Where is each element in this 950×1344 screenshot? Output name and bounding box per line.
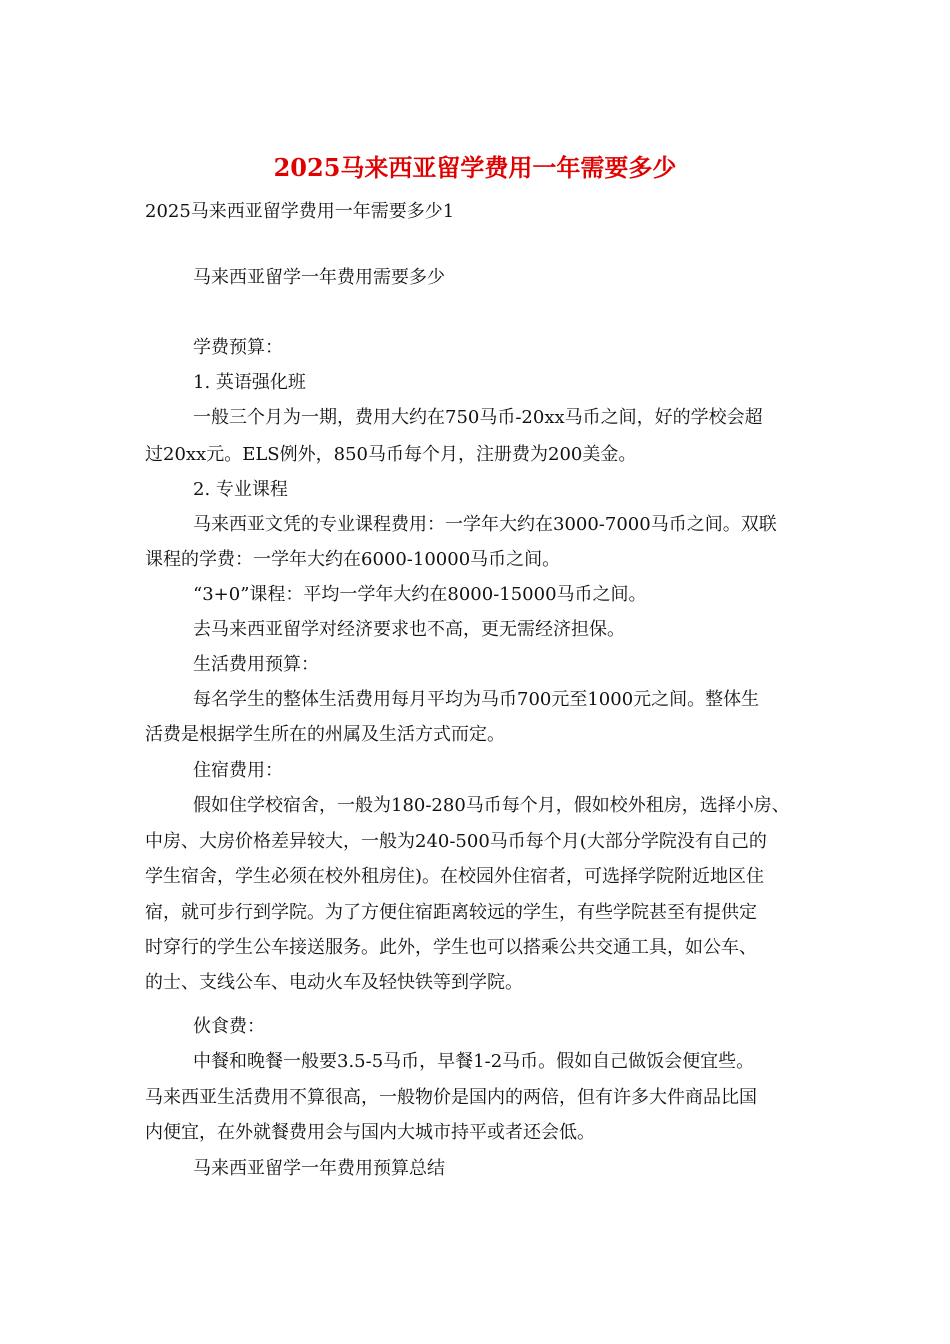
- summary-heading: 马来西亚留学一年费用预算总结: [193, 1158, 445, 1179]
- paragraph-line: 过20xx元。ELS例外，850马币每个月，注册费为200美金。: [145, 444, 637, 465]
- paragraph-line: 马来西亚生活费用不算很高，一般物价是国内的两倍，但有许多大件商品比国: [145, 1087, 757, 1108]
- paragraph-line: 时穿行的学生公车接送服务。此外，学生也可以搭乘公共交通工具，如公车、: [145, 937, 757, 958]
- paragraph-line: 内便宜，在外就餐费用会与国内大城市持平或者还会低。: [145, 1122, 595, 1143]
- paragraph-line: 一般三个月为一期，费用大约在750马币-20xx马币之间，好的学校会超: [193, 407, 763, 428]
- document-title: 2025马来西亚留学费用一年需要多少: [273, 153, 677, 182]
- accommodation-heading: 住宿费用：: [193, 760, 283, 781]
- paragraph-line: 每名学生的整体生活费用每月平均为马币700元至1000元之间。整体生: [193, 689, 760, 710]
- paragraph-line: “3+0”课程：平均一学年大约在8000-15000马币之间。: [193, 584, 647, 605]
- paragraph-line: 假如住学校宿舍，一般为180-280马币每个月，假如校外租房，选择小房、: [193, 795, 790, 816]
- paragraph-line: 去马来西亚留学对经济要求也不高，更无需经济担保。: [193, 619, 625, 640]
- paragraph-line: 的士、支线公车、电动火车及轻快铁等到学院。: [145, 972, 523, 993]
- paragraph-line: 学生宿舍，学生必须在校外租房住)。在校园外住宿者，可选择学院附近地区住: [145, 866, 765, 887]
- food-cost-heading: 伙食费：: [193, 1016, 265, 1037]
- paragraph-line: 宿，就可步行到学院。为了方便住宿距离较远的学生，有些学院甚至有提供定: [145, 902, 757, 923]
- section-heading: 马来西亚留学一年费用需要多少: [193, 267, 445, 288]
- living-cost-heading: 生活费用预算：: [193, 654, 319, 675]
- tuition-heading: 学费预算：: [193, 337, 283, 358]
- subtitle-line: 2025马来西亚留学费用一年需要多少1: [145, 201, 455, 222]
- paragraph-line: 活费是根据学生所在的州属及生活方式而定。: [145, 724, 505, 745]
- list-item-heading: 1. 英语强化班: [193, 372, 306, 393]
- paragraph-line: 马来西亚文凭的专业课程费用：一学年大约在3000-7000马币之间。双联: [193, 514, 777, 535]
- paragraph-line: 中房、大房价格差异较大，一般为240-500马币每个月(大部分学院没有自己的: [145, 831, 767, 852]
- paragraph-line: 课程的学费：一学年大约在6000-10000马币之间。: [145, 549, 561, 570]
- list-item-heading: 2. 专业课程: [193, 479, 288, 500]
- paragraph-line: 中餐和晚餐一般要3.5-5马币，早餐1-2马币。假如自己做饭会便宜些。: [193, 1051, 755, 1072]
